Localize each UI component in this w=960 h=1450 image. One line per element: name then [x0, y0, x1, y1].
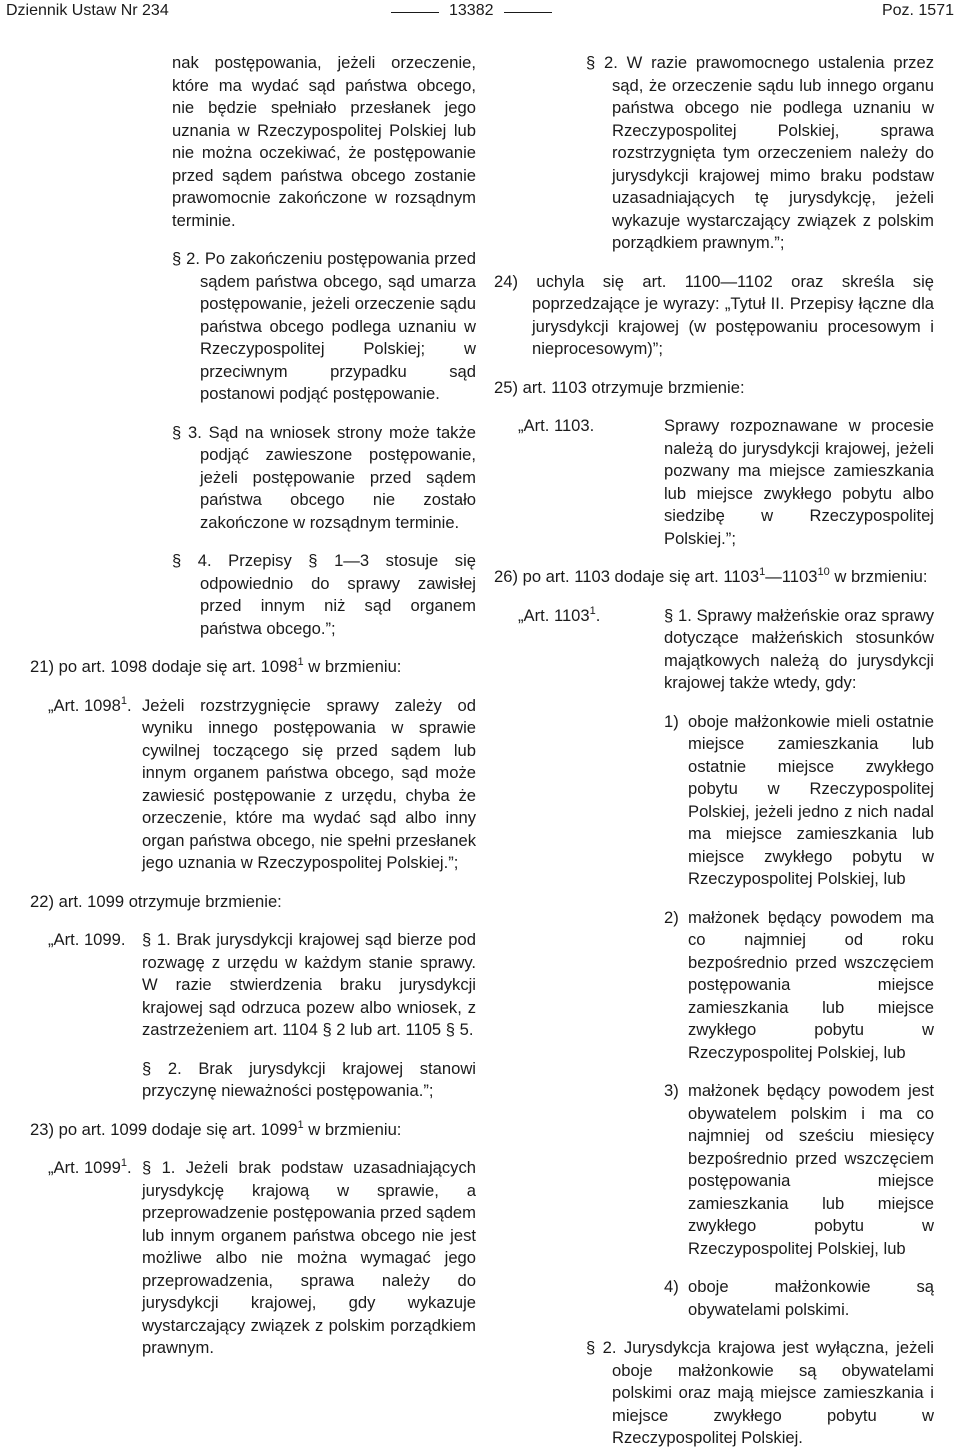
position-number: Poz. 1571: [881, 2, 954, 19]
dash-right: [504, 12, 552, 13]
article-label: „Art. 1099.: [48, 930, 126, 949]
left-column: [30, 52, 476, 1360]
page-number: [391, 0, 552, 22]
item-24: 24) uchyla się art. 1100—1102 oraz skreśla się poprzedzające je wyrazy: „Tytuł II. Przepisy łączne dla jurysdykcji krajowej (w postępowaniu procesowym i nieprocesowym)”;: [494, 271, 934, 358]
paragraph-continuation: nak postępowania, jeżeli orzeczenie, które ma wydać sąd państwa obcego, nie będzie spełniało przesłanek jego uznania w Rzeczypospolitej Polskiej lub nie można oczekiwać, że postępowanie przed sądem państwa obcego zostanie prawomocnie zakończone w rozsądnym terminie.: [172, 53, 476, 230]
item-21: 21) po art. 1098 dodaje się art. 1098$^1$ w brzmieniu:: [30, 656, 402, 676]
article-label: „Art. 1099$^1$.: [48, 1157, 132, 1177]
article-label: „Art. 1103.: [518, 416, 595, 435]
list-item: 3) małżonek będący powodem jest obywatelem polskim i ma co najmniej od sześciu miesięcy bezpośrednio przed wszczęciem postępowania miejsce zamieszkania lub miejsce zwykłego pobytu w Rzeczypospolitej Polskiej, lub: [664, 1081, 934, 1258]
paragraph-4: § 4. Przepisy § 1—3 stosuje się odpowiednio do sprawy zawisłej przed innym niż sąd organem państwa obcego.”;: [172, 551, 476, 638]
item-22: 22) art. 1099 otrzymuje brzmienie:: [30, 891, 282, 911]
item-23: 23) po art. 1099 dodaje się art. 1099$^1$ w brzmieniu:: [30, 1118, 402, 1139]
list-item: 1) oboje małżonkowie mieli ostatnie miejsce zamieszkania lub ostatnie miejsce zwykłego pobytu w Rzeczypospolitej Polskiej, jeżeli jedno z nich nadal ma miejsce zamieszkania lub miejsce zwykłego pobytu w Rzeczypospolitej Polskiej, lub: [664, 711, 934, 888]
article-1103-1: [494, 605, 934, 695]
article-text: § 1. Sprawy małżeńskie oraz sprawy dotyczące małżeńskich stosunków majątkowych należą do jurysdykcji krajowej także wtedy, gdy:: [664, 605, 934, 692]
article-text: Sprawy rozpoznawane w procesie należą do jurysdykcji krajowej, jeżeli pozwany ma miejsce zamieszkania lub miejsce zwykłego pobytu albo siedzibę w Rzeczypospolitej Polskiej.”;: [664, 416, 934, 548]
article-label: „Art. 1103$^1$.: [518, 604, 601, 625]
article-1099-par-2: § 2. Brak jurysdykcji krajowej stanowi przyczynę nieważności postępowania.”;: [142, 1058, 476, 1100]
paragraph-3: § 3. Sąd na wniosek strony może także podjąć zawieszone postępowanie, jeżeli postępowanie przed sądem państwa obcego nie zostało zakończone w rozsądnym terminie.: [172, 422, 476, 532]
journal-title: Dziennik Ustaw Nr 234: [6, 2, 169, 19]
page-number-text: 13382: [449, 2, 494, 19]
article-1099-1: [30, 1157, 476, 1360]
article-1103: [494, 415, 934, 550]
page-header: [6, 0, 954, 22]
article-label: „Art. 1098$^1$.: [48, 694, 132, 715]
article-text: § 1. Brak jurysdykcji krajowej sąd bierze pod rozwagę z urzędu w każdym stanie sprawy. W razie stwierdzenia braku jurysdykcji krajowej sąd odrzuca pozew albo wniosek, z zastrzeżeniem art. 1104 § 2 lub art. 1105 § 5.: [142, 930, 476, 1039]
item-26: 26) po art. 1103 dodaje się art. 1103$^1$—1103$^{10}$ w brzmieniu:: [494, 566, 928, 586]
list-item: 2) małżonek będący powodem ma co najmniej od roku bezpośrednio przed wszczęciem postępowania miejsce zamieszkania lub miejsce zwykłego pobytu w Rzeczypospolitej Polskiej, lub: [664, 907, 934, 1062]
paragraph-last: § 2. Jurysdykcja krajowa jest wyłączna, jeżeli oboje małżonkowie są obywatelami polskimi oraz mają miejsce zamieszkania i miejsce zwykłego pobytu w Rzeczypospolitej Polskiej.: [586, 1338, 934, 1447]
item-25: 25) art. 1103 otrzymuje brzmienie:: [494, 377, 745, 397]
right-column: [494, 52, 934, 1450]
paragraph-2-right: § 2. W razie prawomocnego ustalenia przez sąd, że orzeczenie sądu lub innego organu państwa obcego nie podlega uznaniu w Rzeczypospolitej Polskiej, sprawa rozstrzygnięta tym orzeczeniem należy do jurysdykcji krajowej mimo braku podstaw uzasadniających tę jurysdykcję, jeżeli wykazuje wystarczający związek z polskim porządkiem prawnym.”;: [586, 53, 934, 252]
article-text: § 1. Jeżeli brak podstaw uzasadniających jurysdykcję krajową w sprawie, a przeprowadzenie postępowania przed sądem lub innym organem państwa obcego nie jest możliwe albo nie można wymagać jego przeprowadzenia, sprawa należy do jurysdykcji krajowej, gdy wykazuje wystarczający związek z polskim porządkiem prawnym.: [142, 1158, 476, 1357]
paragraph-2: § 2. Po zakończeniu postępowania przed sądem państwa obcego, sąd umarza postępowanie, jeżeli orzeczenie sądu państwa obcego podlega uznaniu w Rzeczypospolitej Polskiej; w przeciwnym przypadku sąd postanowi podjąć postępowanie.: [172, 249, 476, 403]
article-1099: [30, 929, 476, 1042]
article-1098-1: [30, 695, 476, 875]
dash-left: [391, 12, 439, 13]
list-item: 4) oboje małżonkowie są obywatelami polskimi.: [664, 1277, 934, 1319]
article-text: Jeżeli rozstrzygnięcie sprawy zależy od wyniku innego postępowania w sprawie cywilnej toczącego się przed sądem lub innym organem państwa obcego, sąd może zawiesić postępowanie z urzędu, chyba że orzeczenie, które ma wydać sąd albo inny organ państwa obcego, nie spełni przesłanek jego uznania w Rzeczypospolitej Polskiej.”;: [142, 695, 476, 872]
